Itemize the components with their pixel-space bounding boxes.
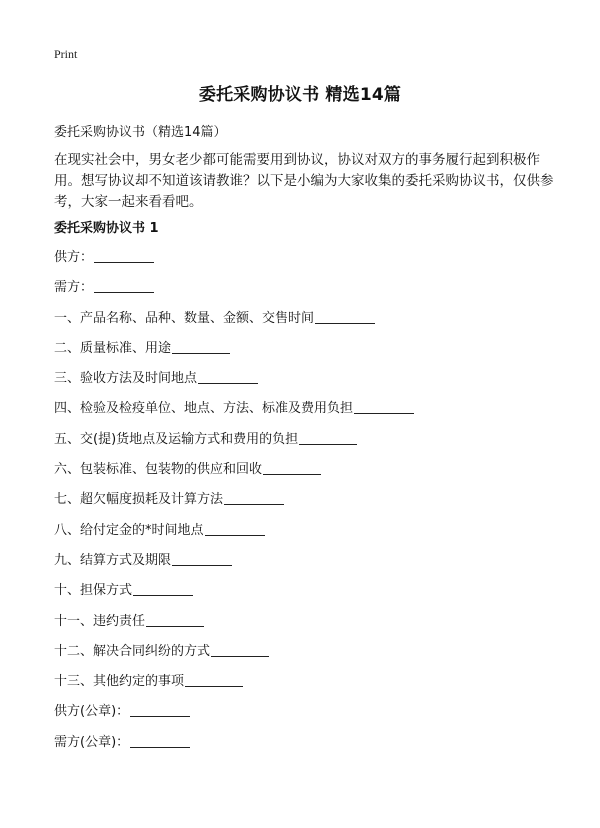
agreement-field-list xyxy=(54,248,564,763)
field-liability xyxy=(54,612,564,642)
fill-in-blank[interactable] xyxy=(315,309,375,324)
fill-in-blank[interactable] xyxy=(172,339,230,354)
field-supplier-seal xyxy=(54,702,564,732)
field-settlement xyxy=(54,551,564,581)
fill-in-blank[interactable] xyxy=(130,702,190,717)
field-label: 六、包装标准、包装物的供应和回收 xyxy=(54,462,263,478)
field-label: 需方(公章)： xyxy=(54,734,130,750)
fill-in-blank[interactable] xyxy=(205,521,265,536)
field-acceptance-method xyxy=(54,369,564,399)
field-label: 一、产品名称、品种、数量、金额、交售时间 xyxy=(54,310,315,326)
field-dispute-resolution xyxy=(54,642,564,672)
section-heading: 委托采购协议书 1 xyxy=(54,221,159,236)
field-supplier xyxy=(54,248,564,278)
field-label: 九、结算方式及期限 xyxy=(54,552,172,568)
intro-paragraph: 在现实社会中，男女老少都可能需要用到协议，协议对双方的事务履行起到积极作用。想写协议却不知道该请教谁？以下是小编为大家收集的委托采购协议书，仅供参考，大家一起来看看吧。 xyxy=(54,152,554,210)
field-label: 十二、解决合同纠纷的方式 xyxy=(54,643,211,659)
field-deposit xyxy=(54,521,564,551)
field-guarantee xyxy=(54,581,564,611)
field-product-details xyxy=(54,309,564,339)
field-packaging xyxy=(54,460,564,490)
fill-in-blank[interactable] xyxy=(211,642,269,657)
field-label: 四、检验及检疫单位、地点、方法、标准及费用负担 xyxy=(54,401,354,417)
fill-in-blank[interactable] xyxy=(354,399,414,414)
field-quality-standard xyxy=(54,339,564,369)
field-other-terms xyxy=(54,672,564,702)
fill-in-blank[interactable] xyxy=(198,369,258,384)
field-label: 八、给付定金的*时间地点 xyxy=(54,522,204,538)
fill-in-blank[interactable] xyxy=(133,581,193,596)
document-title: 委托采购协议书 精选14篇 xyxy=(198,85,402,105)
field-label: 五、交(提)货地点及运输方式和费用的负担 xyxy=(54,431,299,447)
field-loss-calculation xyxy=(54,490,564,520)
field-label: 需方： xyxy=(54,280,94,296)
fill-in-blank[interactable] xyxy=(185,672,243,687)
field-inspection xyxy=(54,399,564,429)
fill-in-blank[interactable] xyxy=(94,248,154,263)
field-buyer xyxy=(54,278,564,308)
field-label: 十三、其他约定的事项 xyxy=(54,674,185,690)
fill-in-blank[interactable] xyxy=(224,490,284,505)
field-label: 十、担保方式 xyxy=(54,583,133,599)
fill-in-blank[interactable] xyxy=(130,733,190,748)
field-label: 七、超欠幅度损耗及计算方法 xyxy=(54,492,224,508)
field-label: 供方(公章)： xyxy=(54,704,130,720)
field-buyer-seal xyxy=(54,733,564,763)
fill-in-blank[interactable] xyxy=(263,460,321,475)
field-label: 三、验收方法及时间地点 xyxy=(54,371,198,387)
fill-in-blank[interactable] xyxy=(299,430,357,445)
fill-in-blank[interactable] xyxy=(146,612,204,627)
field-delivery xyxy=(54,430,564,460)
fill-in-blank[interactable] xyxy=(172,551,232,566)
field-label: 二、质量标准、用途 xyxy=(54,340,172,356)
field-label: 十一、违约责任 xyxy=(54,613,146,629)
print-link[interactable]: Print xyxy=(54,47,78,61)
document-subtitle: 委托采购协议书（精选14篇） xyxy=(54,125,227,140)
fill-in-blank[interactable] xyxy=(94,278,154,293)
field-label: 供方： xyxy=(54,250,94,265)
